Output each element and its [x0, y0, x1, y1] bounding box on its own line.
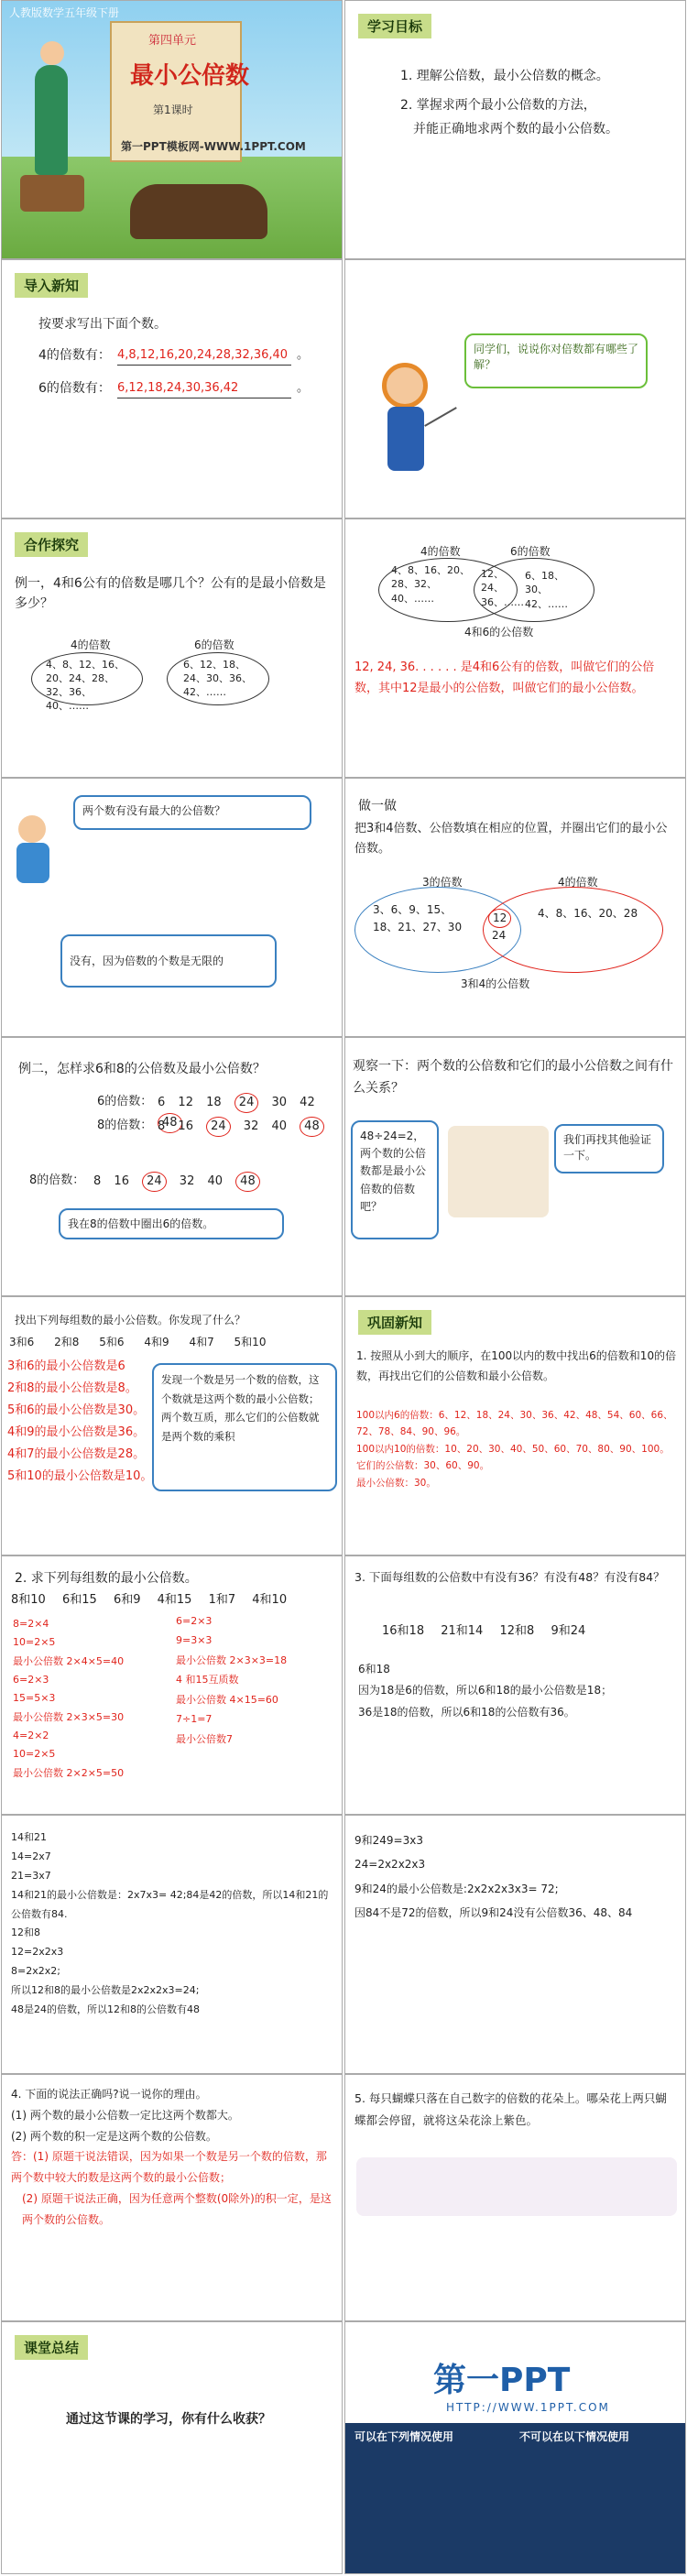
r6-2: 18	[206, 1096, 222, 1109]
brand-logo: 第一PPT	[433, 2362, 571, 2399]
e6-values: 6、12、18、24、30、36、42、……	[183, 659, 252, 698]
q2l-2: 最小公倍数 2×4×5=40	[13, 1654, 125, 1667]
r6-1: 12	[178, 1096, 193, 1109]
doit-left: 3、6、9、15、18、21、27、30	[373, 903, 463, 934]
q2r-4: 最小公倍数 4×15=60	[176, 1693, 278, 1706]
row2-label: 6的倍数有：	[38, 381, 111, 396]
doit-mid1-circle: 12	[488, 909, 511, 928]
fp-4: 4和7	[189, 1336, 214, 1348]
new-prompt: 按要求写出下面个数。	[38, 317, 167, 332]
observe-bubble-right: 我们再找其他验证一下。	[554, 1124, 664, 1173]
think-bubble-a: 没有，因为倍数的个数是无限的	[60, 934, 277, 988]
c1-7: 所以12和8的最小公倍数是2x2x2x3=24;	[11, 1984, 200, 1997]
stump	[20, 175, 84, 212]
venn1-label6: 6的倍数	[510, 545, 551, 558]
r8-3: 32	[243, 1119, 259, 1133]
row2-dot: 。	[297, 381, 310, 395]
c2-3: 因84不是72的倍数，所以9和24没有公倍数36、48、84	[354, 1906, 633, 1920]
q2p-1: 6和15	[61, 1593, 97, 1607]
brand-h1: 可以在下列情况使用	[354, 2430, 454, 2443]
brand-url: HTTP://WWW.1PPT.COM	[446, 2401, 610, 2414]
q3p-3: 9和24	[551, 1624, 586, 1638]
r8-1: 16	[178, 1119, 193, 1133]
q3-answers	[358, 1659, 679, 1723]
doit-bottom: 3和4的公倍数	[461, 977, 530, 990]
q3-slide	[344, 1555, 686, 1815]
summary-text: 通过这节课的学习，你有什么收获？	[66, 2412, 271, 2427]
q2r-5: 7÷1=7	[176, 1713, 213, 1726]
kid-body	[16, 843, 49, 883]
site-label: 第一PPT模板网-WWW.1PPT.COM	[121, 140, 306, 153]
q2l-6: 4=2×2	[13, 1730, 49, 1742]
observe-bubble-left: 48÷24=2，两个数的公倍数都是最小公倍数的倍数吧？	[351, 1120, 439, 1239]
teacher-head	[382, 363, 428, 409]
goal-3: 并能正确地求两个数的最小公倍数。	[413, 122, 618, 136]
c-l1: 100以内6的倍数：6、12、18、24、30、36、42、48、54、60、66、72、78、84、90、96。	[356, 1410, 673, 1438]
c1-2: 21=3x7	[11, 1869, 51, 1882]
ex2-row6-label: 6的倍数：	[97, 1095, 153, 1108]
c-l4: 最小公倍数：30。	[356, 1477, 436, 1489]
row1-value: 4,8,12,16,20,24,28,32,36,40	[117, 346, 291, 366]
q4-title: 4. 下面的说法正确吗?说一说你的理由。	[11, 2088, 207, 2101]
e4-label: 4的倍数	[71, 639, 111, 651]
brand-panel	[345, 2423, 685, 2574]
q5-slide	[344, 2074, 686, 2321]
c-l3: 它们的公倍数：30、60、90。	[356, 1460, 490, 1472]
r6-0: 6	[158, 1096, 166, 1109]
q2l-7: 10=2×5	[13, 1748, 56, 1761]
fp-1: 2和8	[54, 1336, 80, 1348]
pointer-stick	[424, 407, 457, 427]
q3-l1: 6和18	[358, 1663, 390, 1675]
c2-0: 9和249=3x3	[354, 1834, 423, 1847]
q2r-6: 最小公倍数7	[176, 1732, 233, 1745]
q2-pairs	[11, 1591, 341, 1610]
q2p-0: 8和10	[11, 1593, 46, 1607]
r6-4: 30	[271, 1096, 288, 1109]
q3-l2: 因为18是6的倍数，所以6和18的最小公倍数是18；	[358, 1684, 613, 1697]
flowers-picture	[356, 2157, 677, 2216]
consolidate-q: 1. 按照从小到大的顺序，在100以内的数中找出6的倍数和10的倍数，再找出它们的公倍数和最小公倍数。	[356, 1349, 677, 1382]
q2r-0: 6=2×3	[176, 1615, 213, 1627]
find-title: 找出下列每组数的最小公倍数。你发现了什么？	[15, 1314, 246, 1326]
observe-text: 观察一下：两个数的公倍数和它们的最小公倍数之间有什么关系？	[353, 1059, 673, 1096]
e6-label: 6的倍数	[194, 639, 234, 651]
venn1-label4: 4的倍数	[420, 545, 461, 558]
q2l-4: 15=5×3	[13, 1692, 56, 1705]
calc2-slide	[344, 1815, 686, 2074]
venn1-left: 4、8、16、20、28、32、40、……	[391, 564, 470, 605]
brand-slide	[344, 2321, 686, 2574]
consolidate-answers	[356, 1407, 677, 1491]
new-slide	[1, 259, 343, 518]
q2-title: 2. 求下列每组数的最小公倍数。	[15, 1571, 198, 1586]
ex2-row8-label: 8的倍数：	[97, 1119, 153, 1132]
r8-5: 48	[300, 1117, 324, 1137]
q2l-5: 最小公倍数 2×3×5=30	[13, 1710, 125, 1723]
ex2-row8b-label: 8的倍数：	[29, 1173, 85, 1187]
q2p-4: 1和7	[208, 1593, 236, 1607]
brand-h2: 不可以在以下情况使用	[519, 2430, 630, 2443]
r8b-5: 48	[235, 1172, 260, 1192]
fp-2: 5和6	[99, 1336, 125, 1348]
cover-title: 最小公倍数	[130, 62, 250, 90]
q2l-1: 10=2×5	[13, 1636, 56, 1649]
r8b-1: 16	[114, 1174, 129, 1188]
e4-values: 4、8、12、16、20、24、28、32、36、40、……	[46, 659, 125, 712]
c1-5: 12=2x2x3	[11, 1946, 64, 1959]
row2-value: 6,12,18,24,30,36,42	[117, 379, 291, 398]
q4-slide	[1, 2074, 343, 2321]
calc1-lines	[11, 1828, 332, 2020]
summary-slide	[1, 2321, 343, 2574]
girl-head	[40, 41, 64, 65]
consolidate-tag: 巩固新知	[358, 1310, 431, 1335]
goal-1: 1. 理解公倍数，最小公倍数的概念。	[400, 69, 609, 83]
c1-1: 14=2x7	[11, 1850, 51, 1862]
find-pairs	[9, 1334, 339, 1351]
fa-2: 5和6的最小公倍数是30。	[7, 1403, 146, 1418]
q2r-1: 9=3×3	[176, 1634, 213, 1647]
q2-slide	[1, 1555, 343, 1815]
q4-s2: (2) 两个数的积一定是这两个数的公倍数。	[11, 2129, 217, 2143]
publisher: 人教版数学五年级下册	[9, 6, 120, 19]
c2-1: 24=2x2x2x3	[354, 1858, 426, 1872]
r8-4: 40	[271, 1119, 288, 1133]
doit-label4: 4的倍数	[558, 876, 598, 889]
find-answers	[7, 1356, 152, 1488]
venn1-slide	[344, 518, 686, 778]
explore-tag: 合作探究	[15, 532, 88, 557]
fa-1: 2和8的最小公倍数是8。	[7, 1381, 137, 1396]
q2l-8: 最小公倍数 2×2×5=50	[13, 1766, 125, 1779]
doit-slide	[344, 778, 686, 1037]
find-slide	[1, 1296, 343, 1555]
q2r-3: 4 和15互质数	[176, 1674, 239, 1686]
explore-question: 例一，4和6公有的倍数是哪几个？公有的是最小倍数是多少？	[15, 576, 326, 611]
q3-title: 3. 下面每组数的公倍数中有没有36？有没有48？有没有84？	[354, 1570, 665, 1584]
doit-mid1	[488, 909, 511, 928]
unit-label: 第四单元	[148, 34, 197, 48]
c1-4: 12和8	[11, 1927, 40, 1939]
venn1-mid: 12、24、36、……	[481, 568, 524, 608]
r8-0: 8	[158, 1119, 166, 1133]
c1-6: 8=2x2x2;	[11, 1965, 60, 1978]
ex2-slide	[1, 1037, 343, 1296]
q3-l3: 36是18的倍数，所以6和18的公倍数有36。	[358, 1705, 575, 1719]
venn1-bottom: 4和6的公倍数	[464, 626, 534, 639]
doit-ellipse4	[483, 887, 663, 973]
q2l-3: 6=2×3	[13, 1674, 49, 1686]
lesson-label: 第1课时	[153, 104, 193, 116]
doit-text: 把3和4倍数、公倍数填在相应的位置，并圈出它们的最小公倍数。	[354, 822, 668, 857]
fa-3: 4和9的最小公倍数是36。	[7, 1425, 146, 1440]
doit-right: 4、8、16、20、28	[538, 907, 638, 920]
teacher-body	[387, 407, 424, 471]
fa-5: 5和10的最小公倍数是10。	[7, 1469, 153, 1484]
goal-2: 2. 掌握求两个最小公倍数的方法，	[400, 98, 596, 113]
q3p-2: 12和8	[499, 1624, 535, 1638]
q3p-0: 16和18	[382, 1624, 425, 1638]
doit-mid2: 24	[492, 929, 507, 942]
teacher-bubble: 同学们，说说你对倍数都有哪些了解？	[464, 333, 648, 388]
fp-0: 3和6	[9, 1336, 35, 1348]
cover-slide	[1, 0, 343, 259]
r6-3: 24	[234, 1093, 259, 1113]
teacher-slide	[344, 259, 686, 518]
q4-s1: (1) 两个数的最小公倍数一定比这两个数都大。	[11, 2108, 239, 2122]
c1-8: 48是24的倍数，所以12和8的公倍数有48	[11, 2003, 200, 2016]
find-bubble: 发现一个数是另一个数的倍数，这个数就是这两个数的最小公倍数；两个数互质，那么它们的公倍数就是两个数的乘积	[152, 1363, 337, 1491]
doit-label3: 3的倍数	[422, 876, 463, 889]
ex2-row8b	[93, 1172, 260, 1192]
ex2-question: 例二，怎样求6和8的公倍数及最小公倍数？	[18, 1062, 266, 1076]
c-l2: 100以内10的倍数：10、20、30、40、50、60、70、80、90、100。	[356, 1443, 670, 1455]
fp-5: 5和10	[234, 1336, 267, 1348]
think-bubble-q: 两个数有没有最大的公倍数？	[73, 795, 311, 830]
kid-head	[18, 815, 46, 843]
c2-2: 9和24的最小公倍数是:2x2x2x3x3= 72;	[354, 1882, 559, 1895]
q2-right	[176, 1611, 287, 1749]
kids-picture	[448, 1126, 549, 1217]
fp-3: 4和9	[144, 1336, 169, 1348]
calc1-slide	[1, 1815, 343, 2074]
r8b-3: 32	[179, 1174, 195, 1188]
observe-slide	[344, 1037, 686, 1296]
goals-slide	[344, 0, 686, 259]
consolidate-slide	[344, 1296, 686, 1555]
q4-content	[11, 2084, 332, 2231]
summary-tag: 课堂总结	[15, 2335, 88, 2360]
calc2-lines	[354, 1828, 675, 1926]
venn1-right: 6、18、30、42、……	[525, 570, 568, 610]
q2-left	[13, 1615, 124, 1783]
q2p-2: 6和9	[113, 1593, 141, 1607]
explore-slide	[1, 518, 343, 778]
fa-4: 4和7的最小公倍数是28。	[7, 1447, 146, 1462]
animals-group	[130, 184, 267, 239]
row1-label: 4的倍数有：	[38, 348, 111, 363]
goals-tag: 学习目标	[358, 14, 431, 38]
c1-3: 14和21的最小公倍数是：2x7x3= 42;84是42的倍数，所以14和21的公倍数有84.	[11, 1888, 329, 1920]
ex2-note: 我在8的倍数中圈出6的倍数。	[59, 1208, 284, 1239]
c1-0: 14和21	[11, 1831, 47, 1843]
q4-a1: 答：(1) 原题干说法错误，因为如果一个数是另一个数的倍数，那两个数中较大的数是这两个数的最小公倍数；	[11, 2150, 327, 2185]
r6-5: 42	[300, 1096, 315, 1109]
q2p-5: 4和10	[252, 1593, 288, 1607]
q2p-3: 4和15	[157, 1593, 192, 1607]
q5-title: 5. 每只蝴蝶只落在自己数字的倍数的花朵上。哪朵花上两只蝴蝶都会停留，就将这朵花涂上紫色。	[354, 2091, 667, 2127]
q4-a2: (2) 原题干说法正确，因为任意两个整数(0除外)的积一定，是这两个数的公倍数。	[22, 2191, 332, 2226]
q3-pairs	[382, 1622, 585, 1641]
r8b-0: 8	[93, 1174, 102, 1188]
q3p-1: 21和14	[441, 1624, 484, 1638]
r8b-4: 40	[207, 1174, 224, 1188]
venn1-conclusion: 12, 24, 36. . . . . . 是4和6公有的倍数，叫做它们的公倍数，其中12是最小的公倍数，叫做它们的最小公倍数。	[354, 660, 655, 696]
think-slide	[1, 778, 343, 1037]
girl-figure	[35, 65, 68, 175]
r8b-2: 24	[142, 1172, 167, 1192]
doit-title: 做一做	[358, 799, 397, 813]
r8-2: 24	[206, 1117, 231, 1137]
ex2-row8	[158, 1117, 324, 1137]
fa-0: 3和6的最小公倍数是6	[7, 1359, 125, 1373]
row1-dot: 。	[297, 348, 310, 362]
r6-6: 48	[158, 1113, 182, 1133]
q2r-2: 最小公倍数 2×3×3=18	[176, 1654, 288, 1666]
new-tag: 导入新知	[15, 273, 88, 298]
q2l-0: 8=2×4	[13, 1618, 49, 1630]
